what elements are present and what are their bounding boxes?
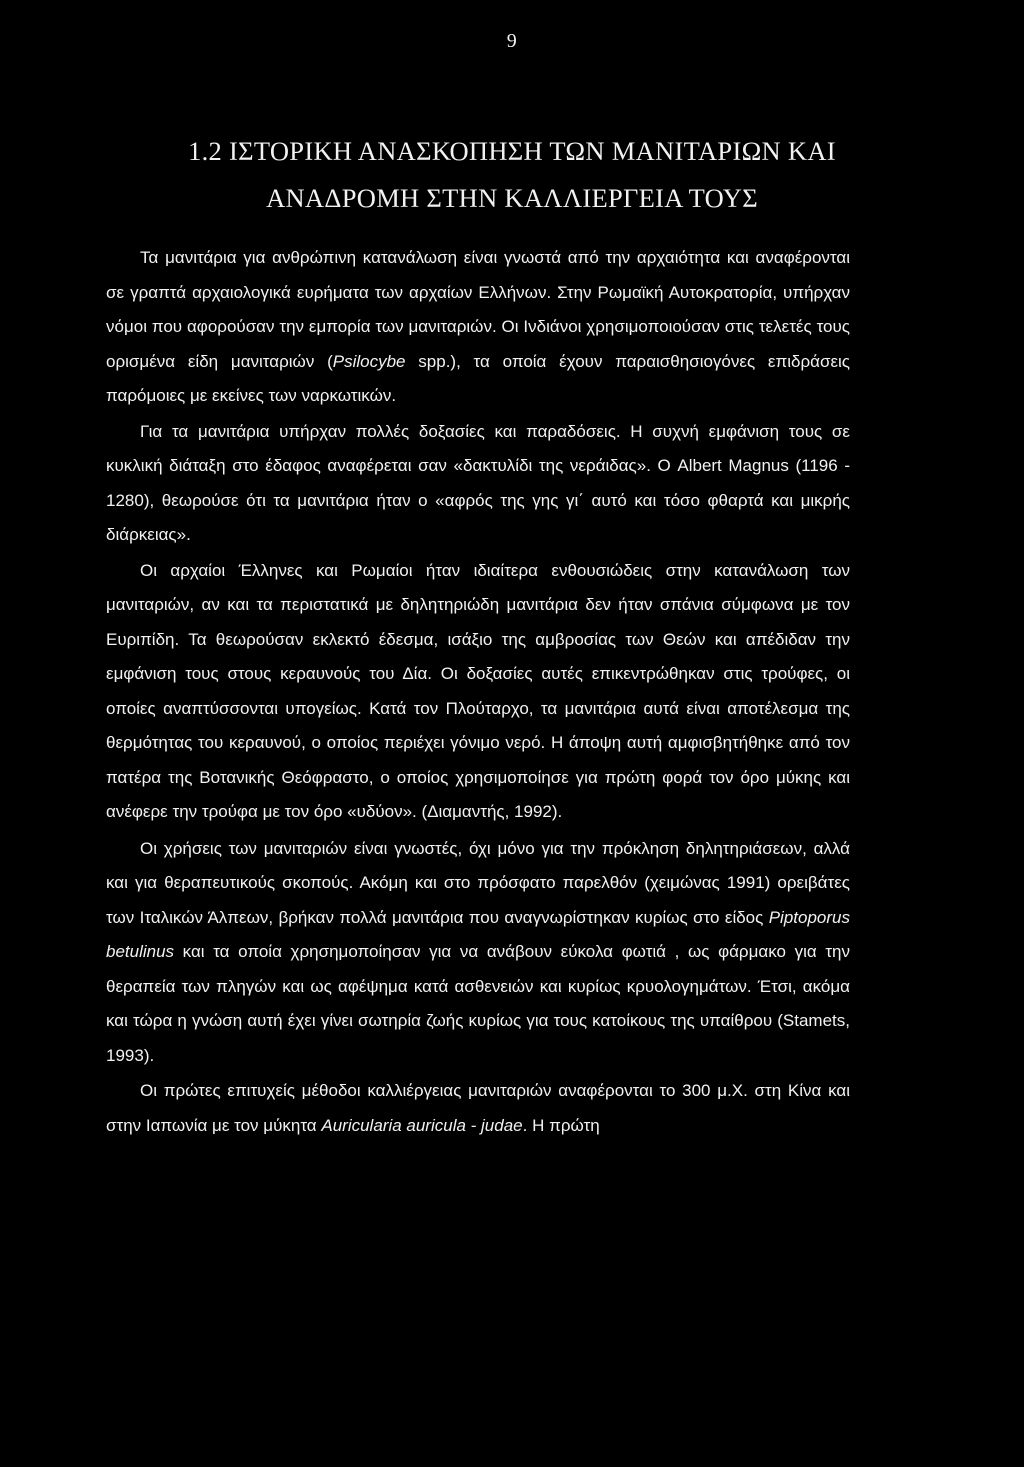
paragraph-1 <box>106 241 850 414</box>
paragraph-5-text-b: . Η πρώτη <box>522 1115 600 1135</box>
section-heading-line-1: 1.2 ΙΣΤΟΡΙΚΗ ΑΝΑΣΚΟΠΗΣΗ ΤΩΝ ΜΑΝΙΤΑΡΙΩΝ ΚΑΙ <box>188 136 836 166</box>
paragraph-1-text-b: spp.), τα οποία έχουν παραισθησιογόνες επιδράσεις παρόμοιες με εκείνες των ναρκωτικών. <box>106 351 851 405</box>
page-number: 9 <box>506 30 518 52</box>
body-text <box>106 241 850 1143</box>
paragraph-2: Για τα μανιτάρια υπήρχαν πολλές δοξασίες και παραδόσεις. Η συχνή εμφάνιση τους σε κυκλική διάταξη στο έδαφος αναφέρεται σαν «δακτυλίδι της νεράιδας». Ο Albert Magnus (1196 - 1280), θεωρούσε ότι τα μανιτάρια ήταν ο «αφρός της γης γι΄ αυτό και τόσο φθαρτά και μικρής διάρκειας». <box>106 421 850 544</box>
species-name-piptoporus: Piptoporus betulinus <box>106 907 850 961</box>
paragraph-5 <box>106 1074 850 1143</box>
species-name-psilocybe: Psilocybe <box>332 351 406 371</box>
section-heading-line-2: ΑΝΑΔΡΟΜΗ ΣΤΗΝ ΚΑΛΛΙΕΡΓΕΙΑ ΤΟΥΣ <box>266 183 758 213</box>
paragraph-4 <box>106 832 850 1074</box>
species-name-auricularia: Auricularia auricula - judae <box>321 1115 523 1135</box>
paragraph-4-text-a: Οι χρήσεις των μανιταριών είναι γνωστές, όχι μόνο για την πρόκληση δηλητηριάσεων, αλλά και για θεραπευτικούς σκοπούς. Ακόμη και στο πρόσφατο παρελθόν (χειμώνας 1991) ορειβάτες των Ιταλικών Άλπεων, βρήκαν πολλά μανιτάρια που αναγνωρίστηκαν κυρίως στο είδος <box>106 838 850 927</box>
paragraph-4-text-b: και τα οποία χρησημοποίησαν για να ανάβουν εύκολα φωτιά , ως φάρμακο για την θεραπεία των πληγών και ως αφέψημα κατά ασθενειών και κυρίως κρυολογημάτων. Έτσι, ακόμα και τώρα η γνώση αυτή έχει γίνει σωτηρία ζωής κυρίως για τους κατοίκους της υπαίθρου (Stamets, 1993). <box>106 942 850 1065</box>
paragraph-3: Οι αρχαίοι Έλληνες και Ρωμαίοι ήταν ιδιαίτερα ενθουσιώδεις στην κατανάλωση των μανιταριών, αν και τα περιστατικά με δηλητηριώδη μανιτάρια δεν ήταν σπάνια σύμφωνα με τον Ευριπίδη. Τα θεωρούσαν εκλεκτό έδεσμα, ισάξιο της αμβροσίας των Θεών και απέδιδαν την εμφάνιση τους στους κεραυνούς του Δία. Οι δοξασίες αυτές επικεντρώθηκαν στις τρούφες, οι οποίες αναπτύσσονται υπογείως. Κατά τον Πλούταρχο, τα μανιτάρια αυτά είναι αποτέλεσμα της θερμότητας του κεραυνού, ο οποίος περιέχει γόνιμο νερό. Η άποψη αυτή αμφισβητήθηκε από τον πατέρα της Βοτανικής Θεόφραστο, ο οποίος χρησιμοποίησε για πρώτη φορά τον όρο μύκης και ανέφερε την τρούφα με τον όρο «υδύον». (Διαμαντής, 1992). <box>106 560 850 821</box>
paragraph-5-text-a: Οι πρώτες επιτυχείς μέθοδοι καλλιέργειας μανιταριών αναφέρονται το 300 μ.Χ. στη Κίνα και στην Ιαπωνία με τον μύκητα <box>106 1081 850 1135</box>
section-heading <box>0 128 1024 222</box>
paragraph-1-text-a: Τα μανιτάρια για ανθρώπινη κατανάλωση είναι γνωστά από την αρχαιότητα και αναφέρονται σε γραπτά αρχαιολογικά ευρήματα των αρχαίων Ελλήνων. Στην Ρωμαϊκή Αυτοκρατορία, υπήρχαν νόμοι που αφορούσαν την εμπορία των μανιταριών. Οι Ινδιάνοι χρησιμοποιούσαν στις τελετές τους ορισμένα είδη μανιταριών ( <box>106 248 850 371</box>
